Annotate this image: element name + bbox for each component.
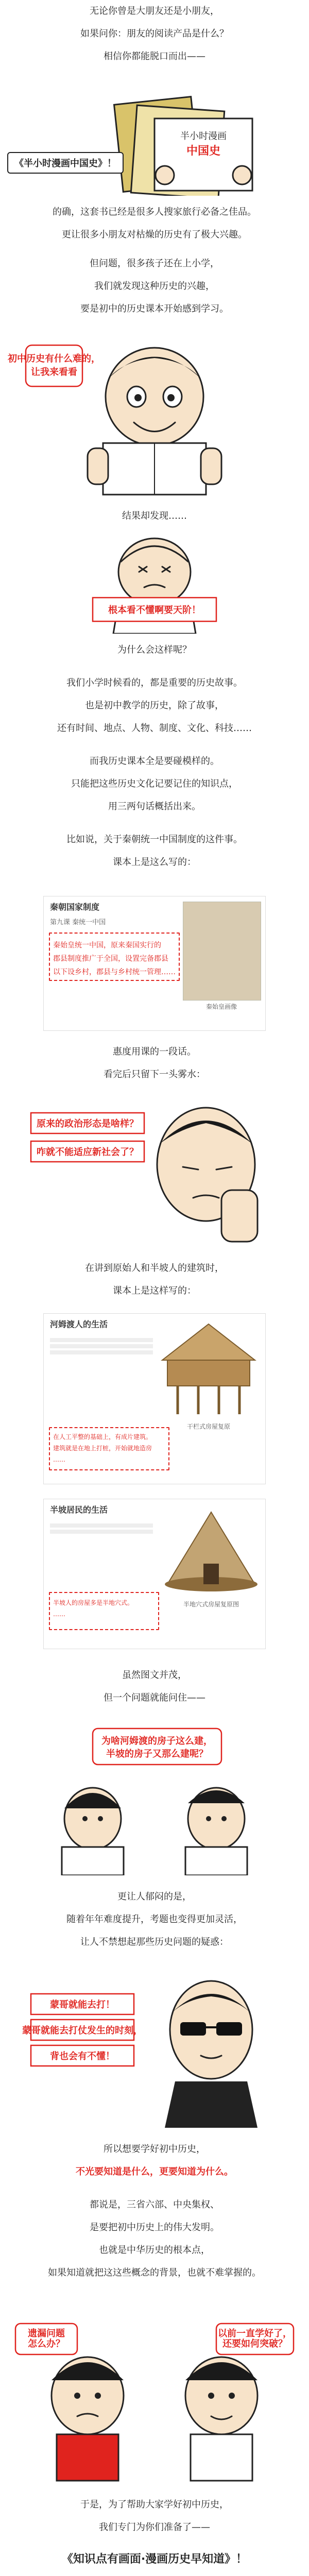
paragraph-line: 但问题，很多孩子还在上小学， (90, 258, 219, 269)
svg-text:为啥河姆渡的房子这么建，: 为啥河姆渡的房子这么建， (101, 1736, 213, 1747)
paragraph-line: 都说是，三省六部、中央集权、 (90, 2199, 219, 2210)
paragraph-line: 虽然图文并茂， (122, 1670, 187, 1681)
paragraph-line: 所以想要学好初中历史， (104, 2144, 205, 2155)
bubble1-line2: 让我来看看 (31, 367, 77, 378)
paragraph-line: 在讲到原始人和半坡人的建筑时， (85, 1263, 224, 1274)
paragraph-line: 课本上是这样写的： (113, 1285, 196, 1296)
final-book-title: 《知识点有画面·漫画历史早知道》！ (61, 2553, 248, 2566)
paragraph-line: 随着年年难度提升，考题也变得更加灵活， (66, 1914, 243, 1925)
intro-line: 如果问你：朋友的阅读产品是什么？ (80, 28, 229, 39)
paragraph-3 (0, 505, 309, 528)
svg-text:半坡的房子又那么建呢？: 半坡的房子又那么建呢？ (106, 1749, 208, 1759)
reading-kid-cartoon (0, 330, 309, 500)
textbook-quote (53, 1431, 166, 1465)
svg-text:怎么办？: 怎么办？ (28, 2338, 65, 2349)
highlight-line: 不光要知道是什么，更要知道为什么。 (76, 2166, 233, 2177)
intro-line: 相信你都能脱口而出—— (104, 51, 205, 62)
paragraph-line: 让人不禁想起那些历史问题的疑惑： (80, 1937, 229, 1947)
paragraph-line: 也是初中教学的历史，除了故事， (85, 700, 224, 711)
paragraph-line: 我们专门为你们准备了—— (99, 2522, 210, 2533)
intro-text (0, 0, 309, 68)
textbook-body (44, 1519, 159, 1538)
bubble3a-text: 原来的政治形态是啥样？ (37, 1118, 139, 1129)
paragraph-line: 更让很多小朋友对枯燥的历史有了极大兴趣。 (62, 229, 247, 240)
quote-line: 以下设乡村，郡县与乡村统一管理…… (53, 968, 176, 976)
paragraph-7 (0, 1664, 309, 1709)
quote-line: …… (53, 1611, 65, 1618)
textbook-excerpt-1 (44, 896, 265, 1030)
paragraph-4 (0, 639, 309, 874)
puzzled-man-cartoon (0, 1092, 309, 1247)
textbook-subtitle: 第九课 秦统一中国 (50, 919, 106, 926)
stilt-house-image (157, 1319, 260, 1422)
paragraph-6 (0, 1257, 309, 1302)
quote-line: 秦始皇统一中国，原来秦国实行的 (53, 941, 161, 950)
svg-text:还要如何突破？: 还要如何突破？ (222, 2338, 287, 2349)
textbook-title: 秦朝国家制度 (50, 902, 100, 912)
paragraph-line: 要是初中的历史课本开始感到学习。 (80, 303, 229, 314)
paragraph-line: 结果却发现…… (122, 511, 187, 521)
quote-line: 半坡人的房屋多是半地穴式。 (53, 1599, 134, 1606)
svg-text:以前一直学好了，: 以前一直学好了， (218, 2328, 292, 2339)
paragraph-line (0, 2183, 309, 2194)
bubble5b-text: 蒙哥就能去打仗发生的时刻， (22, 2025, 143, 2036)
paragraph-line: 更让人郁闷的是， (117, 1891, 192, 1902)
intro-line: 无论你曾是大朋友还是小朋友， (90, 6, 219, 16)
svg-text:遗漏问题: 遗漏问题 (28, 2328, 65, 2339)
paragraph-line (0, 662, 309, 672)
paragraph-line: 是要把初中历史上的伟大发明。 (90, 2222, 219, 2233)
paragraph-10 (0, 2494, 309, 2539)
book-illustration (0, 72, 309, 196)
paragraph-line: 的确，这套书已经是很多人搜家旅行必备之佳品。 (53, 207, 256, 217)
sunglasses-guy-cartoon (0, 1963, 309, 2128)
textbook-excerpt-3 (44, 1499, 265, 1649)
pit-house-image (162, 1507, 260, 1595)
paragraph-line (0, 740, 309, 750)
paragraph-line: 也就是中华历史的根本点， (99, 2245, 210, 2256)
image-caption: 半地穴式房屋复原图 (183, 1601, 239, 1608)
paragraph-8 (0, 1886, 309, 1954)
bubble5c-text: 背也会有不懂！ (50, 2051, 115, 2062)
textbook-excerpt-2 (44, 1314, 265, 1484)
paragraph-line: 比如说，关于秦朝统一中国制度的这件事。 (66, 834, 243, 845)
paragraph-line: 课本上是这么写的： (113, 857, 196, 868)
svg-text:中国史: 中国史 (186, 145, 221, 158)
book-cover-section (0, 72, 309, 196)
textbook-title: 半坡居民的生活 (50, 1505, 108, 1515)
paragraph-line: 还有时间、地点、人物、制度、文化、科技…… (57, 723, 252, 734)
paragraph-line: 惠度用课的一段话。 (113, 1046, 196, 1057)
paragraph-line: 我们小学时候看的，都是重要的历史故事。 (66, 677, 243, 688)
svg-text:半小时漫画: 半小时漫画 (180, 131, 227, 142)
paragraph-1 (0, 201, 309, 246)
paragraph-line: 而我历史课本全是要碰模样的。 (90, 756, 219, 767)
paragraph-line (0, 818, 309, 828)
book-label: 《半小时漫画中国史》！ (7, 152, 124, 174)
bubble5a-text: 蒙哥就能去打！ (50, 1999, 115, 2010)
confused-boy-cartoon (0, 531, 309, 634)
thinking-student-cartoon (0, 1721, 309, 1875)
paragraph-line: 于是，为了帮助大家学好初中历史， (80, 2499, 229, 2510)
bubble1-line: 初中历史有什么难的， (8, 353, 100, 364)
paragraph-line: 为什么会这样呢？ (117, 645, 192, 655)
textbook-title: 河姆渡人的生活 (50, 1319, 108, 1329)
textbook-quote (53, 939, 177, 979)
quote-line: …… (53, 1456, 65, 1463)
paragraph-line: 看完后只留下一头雾水： (104, 1069, 205, 1080)
paragraph-9 (0, 2138, 309, 2284)
paragraph-line: 只能把这些历史文化记要记住的知识点， (71, 778, 238, 789)
image-caption: 干栏式房屋复原 (186, 1423, 230, 1430)
paragraph-2 (0, 252, 309, 320)
textbook-body (44, 1334, 159, 1359)
paragraph-5 (0, 1041, 309, 1086)
bubble2-text: 根本看不懂啊要天阶！ (108, 605, 201, 616)
emperor-portrait-image (183, 902, 261, 1001)
paragraph-line: 如果知道就把这这些概念的背景，也就不难掌握的。 (48, 2267, 261, 2278)
paragraph-line: 但一个问题就能问住—— (104, 1692, 205, 1703)
bubble3b-text: 咋就不能适应新社会了？ (37, 1147, 139, 1158)
paragraph-line: 用三两句话概括出来。 (108, 801, 201, 812)
quote-line: 在人工平整的基础上，有成片建筑。 (53, 1433, 152, 1440)
quote-line: 建筑就是在地上打桩，开始就地造房 (53, 1445, 152, 1452)
two-kids-cartoon (0, 2308, 309, 2483)
quote-line: 郡县制度推广于全国，设置完备郡县 (53, 955, 168, 963)
textbook-quote (53, 1597, 156, 1620)
paragraph-line: 我们就发现这种历史的兴趣， (94, 281, 215, 292)
image-caption: 秦始皇画像 (205, 1003, 237, 1010)
